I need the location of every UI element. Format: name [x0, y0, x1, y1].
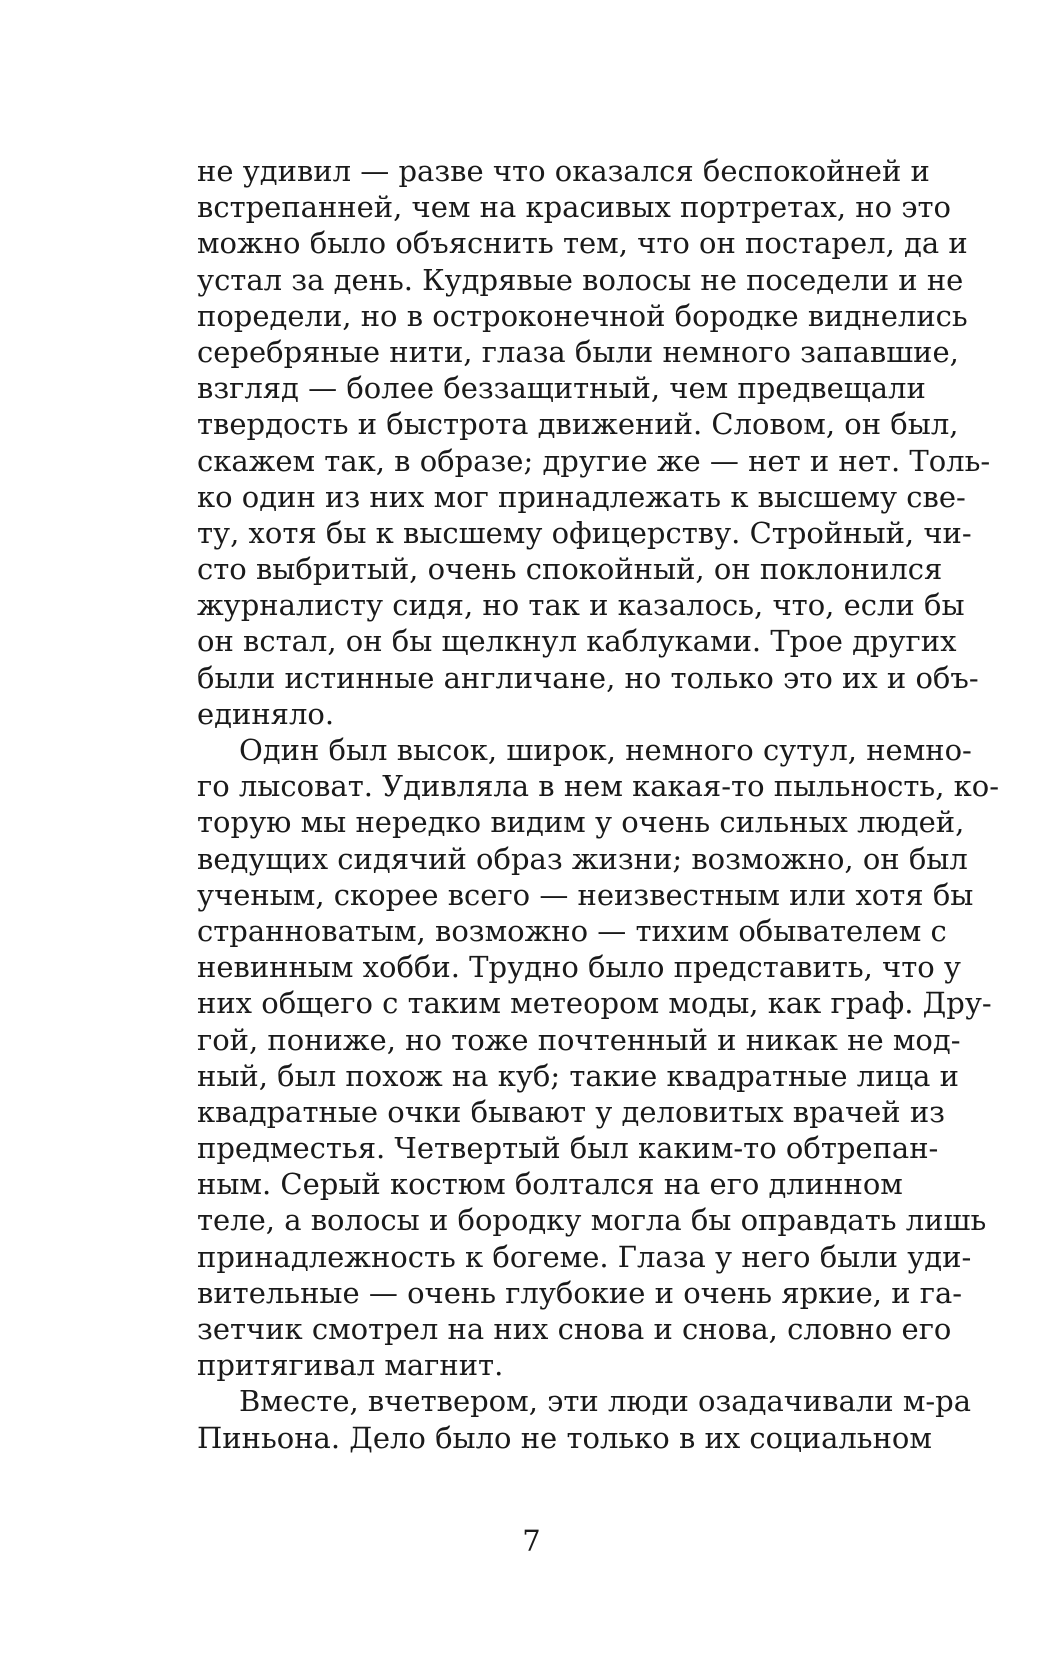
text-line: были истинные англичане, но только это их и объ- — [197, 660, 979, 695]
text-line: не удивил — разве что оказался беспокойней и — [197, 154, 930, 188]
text-line: притягивал магнит. — [197, 1348, 504, 1383]
text-line: единяло. — [197, 696, 335, 731]
text-line: устал за день. Кудрявые волосы не поседели и не — [197, 262, 964, 297]
page-number: 7 — [522, 1524, 541, 1558]
text-line: теле, а волосы и бородку могла бы оправдать лишь — [197, 1203, 987, 1238]
text-line: предместья. Четвертый был каким-то обтрепан- — [197, 1131, 939, 1166]
text-line: он встал, он бы щелкнул каблуками. Трое других — [197, 624, 957, 659]
text-line: зетчик смотрел на них снова и снова, словно его — [197, 1312, 952, 1346]
text-line: серебряные нити, глаза были немного запавшие, — [197, 334, 959, 369]
text-line: ту, хотя бы к высшему офицерству. Стройный, чи- — [197, 515, 972, 550]
text-line: ко один из них мог принадлежать к высшему све- — [197, 479, 966, 514]
text-line: сто выбритый, очень спокойный, он поклонился — [197, 552, 943, 587]
text-line: скажем так, в образе; другие же — нет и нет. Толь- — [197, 443, 991, 478]
text-line: вительные — очень глубокие и очень яркие, и га- — [197, 1275, 963, 1310]
text-line: них общего с таким метеором моды, как граф. Дру- — [197, 986, 992, 1021]
text-line: торую мы нередко видим у очень сильных людей, — [197, 805, 965, 840]
text-line: странноватым, возможно — тихим обывателем с — [197, 913, 947, 948]
text-line: невинным хобби. Трудно было представить, что у — [197, 950, 961, 985]
text-line: ученым, скорее всего — неизвестным или хотя бы — [197, 877, 974, 912]
text-line: поредели, но в остроконечной бородке виднелись — [197, 298, 968, 333]
paragraph — [197, 1383, 972, 1455]
text-line: Один был высок, широк, немного сутул, немно- — [239, 733, 972, 767]
text-line: Пиньона. Дело было не только в их социальном — [197, 1420, 932, 1455]
body-text — [197, 153, 1000, 1456]
text-line: взгляд — более беззащитный, чем предвещали — [197, 371, 926, 406]
text-line: квадратные очки бывают у деловитых врачей из — [197, 1094, 945, 1129]
text-line: твердость и быстрота движений. Словом, он был, — [197, 407, 959, 442]
paragraph — [197, 732, 1000, 1383]
text-line: ный, был похож на куб; такие квадратные лица и — [197, 1058, 960, 1093]
text-line: журналисту сидя, но так и казалось, что, если бы — [197, 588, 965, 623]
text-line: гой, пониже, но тоже почтенный и никак не мод- — [197, 1022, 961, 1057]
text-line: можно было объяснить тем, что он постарел, да и — [197, 226, 968, 261]
text-line: Вместе, вчетвером, эти люди озадачивали м-ра — [239, 1384, 972, 1419]
paragraph — [197, 153, 991, 732]
text-line: го лысоват. Удивляла в нем какая-то пыльность, ко- — [197, 769, 1000, 804]
text-line: ведущих сидячий образ жизни; возможно, он был — [197, 841, 968, 876]
text-line: ным. Серый костюм болтался на его длинном — [197, 1167, 903, 1202]
text-line: принадлежность к богеме. Глаза у него были уди- — [197, 1239, 972, 1274]
text-line: встрепанней, чем на красивых портретах, но это — [197, 190, 952, 225]
